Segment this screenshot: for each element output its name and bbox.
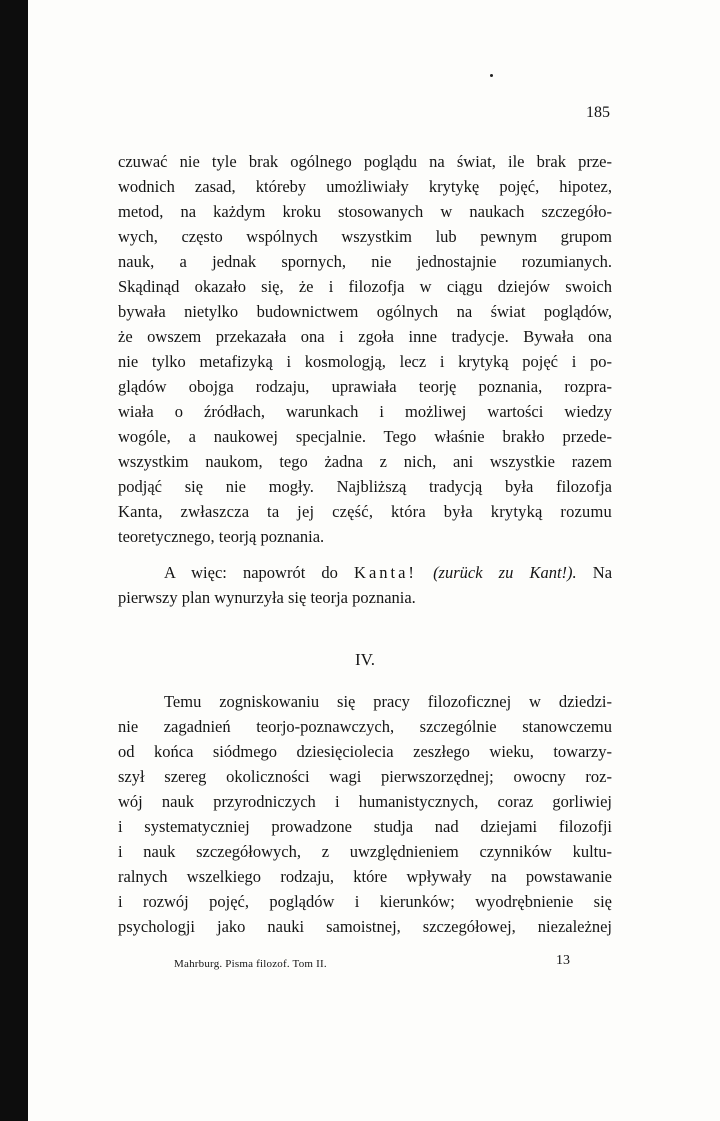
text-line: nie tylko metafizyką i kosmologją, lecz i krytyką pojęć i po-	[118, 352, 612, 371]
section-heading: IV.	[355, 650, 375, 669]
text-line: wogóle, a naukowej specjalnie. Tego właśnie brakło przede-	[118, 427, 612, 446]
text-line: nie zagadnień teorjo-poznawczych, szczególnie stanowczemu	[118, 717, 612, 736]
text-line: że owszem przekazała ona i zgoła inne tradycje. Bywała ona	[118, 327, 612, 346]
text-line: i rozwój pojęć, poglądów i kierunków; wyodrębnienie się	[118, 892, 612, 911]
footer-source: Mahrburg. Pisma filozof. Tom II.	[174, 958, 327, 970]
text-run: Na	[592, 563, 613, 582]
text-line: czuwać nie tyle brak ogólnego poglądu na świat, ile brak prze-	[118, 152, 612, 171]
paragraph-1	[118, 149, 612, 549]
footer-signature: 13	[556, 953, 570, 968]
text-line: psychologji jako nauki samoistnej, szczegółowej, niezależnej	[118, 917, 612, 936]
paragraph-2	[118, 560, 612, 610]
spaced-name: Kanta!	[354, 563, 417, 582]
text-line: pierwszy plan wynurzyła się teorja poznania.	[118, 588, 416, 607]
text-line	[118, 560, 612, 585]
text-line: Skądinąd okazało się, że i filozofja w ciągu dziejów swoich	[118, 277, 612, 296]
text-line: wój nauk przyrodniczych i humanistycznych, coraz gorliwiej	[118, 792, 612, 811]
text-line: i systematyczniej prowadzone studja nad dziejami filozofji	[118, 817, 612, 836]
text-run: A więc: napowrót do	[164, 563, 338, 582]
text-line: od końca siódmego dziesięciolecia zeszłego wieku, towarzy-	[118, 742, 612, 761]
text-line: glądów obojga rodzaju, uprawiała teorję poznania, rozpra-	[118, 377, 612, 396]
text-line: podjąć się nie mogły. Najbliższą tradycją była filozofja	[118, 477, 612, 496]
text-line: i nauk szczegółowych, z uwzględnieniem czynników kultu-	[118, 842, 612, 861]
book-spine-shadow	[0, 0, 28, 1121]
text-line: wych, często wspólnych wszystkim lub pewnym grupom	[118, 227, 612, 246]
italic-quote: (zurück zu Kant!).	[433, 563, 577, 582]
text-line: wszystkim naukom, tego żadna z nich, ani wszystkie razem	[118, 452, 612, 471]
print-speck	[490, 74, 493, 77]
text-line: Temu zogniskowaniu się pracy filozoficznej w dziedzi-	[164, 692, 612, 711]
text-line: nauk, a jednak spornych, nie jednostajnie rozumianych.	[118, 252, 612, 271]
text-line: teoretycznego, teorją poznania.	[118, 527, 325, 546]
text-line: metod, na każdym kroku stosowanych w naukach szczegóło-	[118, 202, 612, 221]
page-number: 185	[586, 104, 610, 121]
paragraph-3	[118, 689, 612, 939]
text-line: wodnich zasad, któreby umożliwiały krytykę pojęć, hipotez,	[118, 177, 612, 196]
text-line: bywała nietylko budownictwem ogólnych na świat poglądów,	[118, 302, 612, 321]
text-line: szył szereg okoliczności wagi pierwszorzędnej; owocny roz-	[118, 767, 612, 786]
text-line: Kanta, zwłaszcza ta jej część, która była krytyką rozumu	[118, 502, 612, 521]
text-line: wiała o źródłach, warunkach i możliwej wartości wiedzy	[118, 402, 612, 421]
text-line: ralnych wszelkiego rodzaju, które wpływały na powstawanie	[118, 867, 612, 886]
